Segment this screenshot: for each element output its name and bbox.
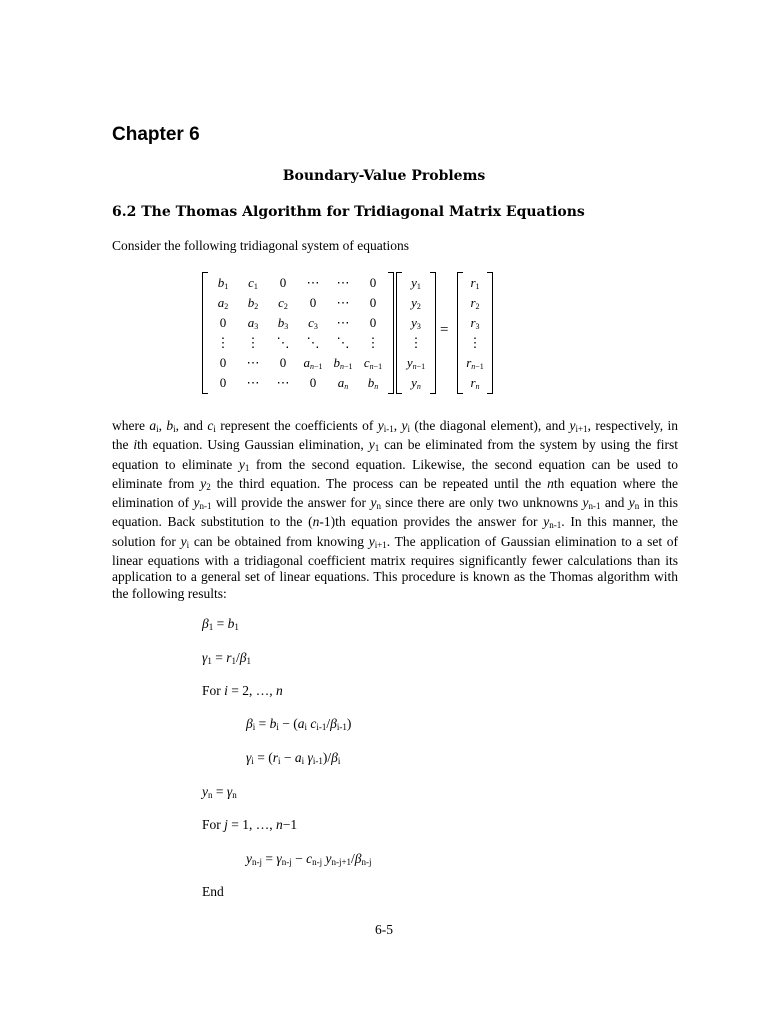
matrix-entry: $b_{n-1}$: [333, 355, 353, 371]
matrix-entry: $y_1$: [411, 275, 421, 291]
rhs-vector: [457, 272, 493, 394]
subsection-title: 6.2 The Thomas Algorithm for Tridiagonal Matrix Equations: [112, 204, 585, 220]
matrix-entry: 0: [369, 275, 377, 290]
matrix-row: [463, 292, 487, 314]
matrix-entry: $b_n$: [367, 375, 379, 391]
matrix-row: [402, 312, 430, 334]
matrix-row: [463, 352, 487, 374]
matrix-row: [402, 352, 430, 374]
matrix-entry: ⋱: [276, 335, 290, 350]
matrix-entry: 0: [369, 295, 377, 310]
matrix-row: [463, 332, 487, 354]
matrix-entry: $a_2$: [217, 295, 229, 311]
matrix-entry: ⋯: [336, 315, 350, 330]
algorithm-step: For j = 1, …, n−1: [202, 817, 298, 832]
matrix-entry: $c_1$: [248, 275, 258, 291]
matrix-entry: $y_3$: [411, 315, 421, 331]
algorithm-step: $y_n = \gamma_n$: [202, 784, 237, 800]
algorithm-step: $\gamma_1 = r_1/\beta_1$: [202, 650, 251, 666]
matrix-entry: $y_2$: [411, 295, 421, 311]
matrix-entry: $a_3$: [247, 315, 259, 331]
matrix-entry: $r_3$: [470, 315, 480, 331]
matrix-entry: $y_n$: [411, 375, 421, 391]
section-title: Boundary-Value Problems: [282, 168, 486, 184]
matrix-row: [208, 272, 388, 294]
intro-sentence: Consider the following tridiagonal system of equations: [112, 238, 409, 253]
matrix-entry: ⋮: [246, 335, 260, 350]
matrix-row: [463, 372, 487, 394]
matrix-entry: 0: [219, 315, 227, 330]
algorithm-step: $\beta_i = b_i - (a_i$ $c_{i-1}/\beta_{i-1}$): [246, 716, 352, 732]
matrix-entry: 0: [309, 295, 317, 310]
matrix-entry: $a_{n-1}$: [303, 355, 323, 371]
matrix-entry: ⋯: [306, 275, 320, 290]
matrix-row: [208, 372, 388, 394]
matrix-entry: ⋯: [246, 355, 260, 370]
matrix-entry: $r_n$: [470, 375, 480, 391]
matrix-entry: $c_2$: [278, 295, 288, 311]
matrix-entry: ⋯: [276, 375, 290, 390]
matrix-entry: ⋮: [468, 335, 482, 350]
matrix-entry: 0: [279, 355, 287, 370]
matrix-entry: 0: [219, 375, 227, 390]
matrix-entry: ⋯: [246, 375, 260, 390]
matrix-entry: $y_{n-1}$: [406, 355, 426, 371]
matrix-entry: 0: [279, 275, 287, 290]
matrix-row: [208, 352, 388, 374]
algorithm-step: $\gamma_i = (r_i - a_i$ $\gamma_{i-1})/\beta_i$: [246, 750, 341, 766]
matrix-entry: ⋮: [216, 335, 230, 350]
body-paragraph: where $a_i$, $b_i$, and $c_i$ represent the coefficients of $y_{i-1}$, $y_i$ (the diagonal element), and $y_{i+1}$, respectively, in the ith equation. Using Gaussian elimination, $y_1$ can be eliminated from the system by using the first equation to eliminate $y_1$ from the second equation. Likewise, the second equation can be used to eliminate from $y_2$ the third equation. The process can be repeated until the nth equation where the elimination of $y_{n-1}$ will provide the answer for $y_n$ since there are only two unknowns $y_{n-1}$ and $y_n$ in this equation. Back substitution to the (n-1)th equation provides the answer for $y_{n-1}$. In this manner, the solution for $y_i$ can be obtained from knowing $y_{i+1}$. The application of Gaussian elimination to a set of linear equations with a tridiagonal coefficient matrix requires significantly fewer calculations than its application to a general set of linear equations. This procedure is known as the Thomas algorithm with the following results:: [112, 418, 679, 601]
matrix-entry: ⋮: [366, 335, 380, 350]
matrix-entry: ⋱: [336, 335, 350, 350]
matrix-row: [402, 332, 430, 354]
matrix-row: [208, 292, 388, 314]
matrix-entry: $c_3$: [308, 315, 318, 331]
matrix-entry: ⋱: [306, 335, 320, 350]
tridiagonal-equation: [202, 272, 502, 400]
matrix-entry: 0: [219, 355, 227, 370]
matrix-row: [463, 312, 487, 334]
matrix-row: [402, 372, 430, 394]
matrix-entry: ⋯: [336, 295, 350, 310]
algorithm-step: $\beta_1 = b_1$: [202, 616, 239, 632]
coefficient-matrix: [202, 272, 394, 394]
matrix-row: [208, 312, 388, 334]
matrix-row: [208, 332, 388, 354]
chapter-heading: Chapter 6: [112, 124, 200, 145]
equals-sign: =: [440, 322, 449, 338]
matrix-entry: $c_{n-1}$: [363, 355, 383, 371]
matrix-entry: $r_{n-1}$: [466, 355, 484, 371]
matrix-entry: ⋮: [409, 335, 423, 350]
algorithm-step: $y_{n-j} = \gamma_{n-j} - c_{n-j}$ $y_{n-j+1}/\beta_{n-j}$: [246, 851, 372, 867]
matrix-row: [402, 272, 430, 294]
matrix-entry: $b_2$: [247, 295, 259, 311]
matrix-row: [402, 292, 430, 314]
matrix-row: [463, 272, 487, 294]
matrix-entry: 0: [309, 375, 317, 390]
matrix-entry: $b_1$: [217, 275, 229, 291]
matrix-entry: $b_3$: [277, 315, 289, 331]
page-number: 6-5: [375, 922, 393, 937]
matrix-entry: $r_1$: [470, 275, 480, 291]
matrix-entry: $r_2$: [470, 295, 480, 311]
unknown-vector: [396, 272, 436, 394]
matrix-entry: $a_n$: [337, 375, 349, 391]
algorithm-step: For i = 2, …, n: [202, 683, 283, 698]
matrix-entry: ⋯: [336, 275, 350, 290]
algorithm-step: End: [202, 884, 224, 899]
matrix-entry: 0: [369, 315, 377, 330]
